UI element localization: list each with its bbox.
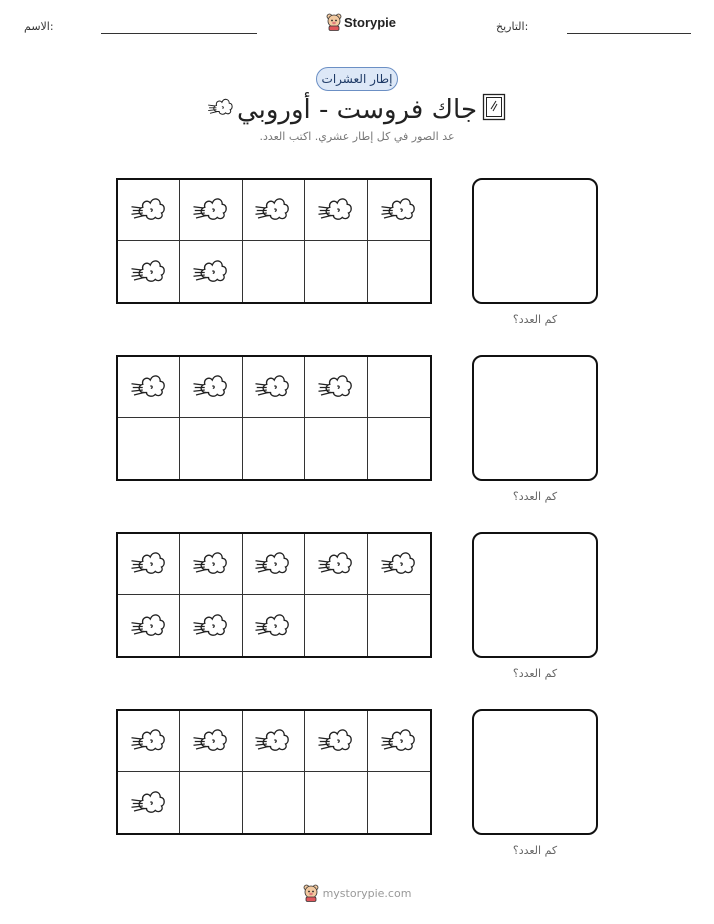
- wind-cloud-icon: [130, 370, 168, 404]
- wind-cloud-icon: [130, 609, 168, 643]
- ten-frame-cell: [243, 595, 305, 656]
- date-line[interactable]: [567, 33, 691, 34]
- ten-frame-cell: [243, 711, 305, 772]
- footer: [0, 884, 714, 902]
- ten-frame-cell: [118, 595, 180, 656]
- ten-frame-cell: [305, 534, 367, 595]
- answer-box-4[interactable]: [472, 709, 598, 835]
- wind-cloud-icon: [380, 724, 418, 758]
- wind-cloud-icon: [130, 255, 168, 289]
- wind-cloud-icon: [192, 370, 230, 404]
- mirror-icon: [482, 93, 506, 121]
- ten-frame-cell: [180, 595, 242, 656]
- wind-cloud-icon: [317, 724, 355, 758]
- ten-frame-cell: [243, 241, 305, 302]
- ten-frame-cell: [368, 534, 430, 595]
- question-label-4: كم العدد؟: [512, 844, 558, 857]
- ten-frame-cell: [118, 418, 180, 479]
- ten-frame-cell: [368, 418, 430, 479]
- ten-frame-cell: [118, 711, 180, 772]
- wind-cloud-icon: [192, 724, 230, 758]
- worksheet-title: جاك فروست - أوروبي: [236, 95, 478, 125]
- ten-frame-cell: [118, 357, 180, 418]
- ten-frame-cell: [305, 595, 367, 656]
- wind-cloud-icon: [130, 547, 168, 581]
- wind-cloud-icon: [254, 724, 292, 758]
- ten-frame-cell: [368, 772, 430, 833]
- wind-cloud-icon: [130, 724, 168, 758]
- ten-frame-cell: [180, 357, 242, 418]
- wind-cloud-icon: [317, 547, 355, 581]
- wind-cloud-icon: [130, 193, 168, 227]
- question-label-1: كم العدد؟: [512, 313, 558, 326]
- ten-frame-4: [116, 709, 432, 835]
- ten-frame-cell: [180, 711, 242, 772]
- ten-frame-cell: [180, 534, 242, 595]
- ten-frame-cell: [368, 711, 430, 772]
- wind-cloud-icon: [130, 786, 168, 820]
- ten-frame-cell: [243, 180, 305, 241]
- answer-box-1[interactable]: [472, 178, 598, 304]
- wind-cloud-icon: [254, 547, 292, 581]
- wind-cloud-icon: [192, 547, 230, 581]
- wind-cloud-icon: [254, 370, 292, 404]
- wind-cloud-icon: [254, 193, 292, 227]
- ten-frame-cell: [305, 711, 367, 772]
- ten-frame-cell: [180, 241, 242, 302]
- ten-frame-cell: [180, 772, 242, 833]
- date-label: التاريخ:: [496, 20, 529, 33]
- ten-frame-2: [116, 355, 432, 481]
- question-label-3: كم العدد؟: [512, 667, 558, 680]
- wind-cloud-icon: [317, 370, 355, 404]
- ten-frame-cell: [305, 241, 367, 302]
- ten-frame-cell: [368, 180, 430, 241]
- ten-frame-cell: [118, 534, 180, 595]
- ten-frame-cell: [305, 357, 367, 418]
- ten-frame-3: [116, 532, 432, 658]
- ten-frame-cell: [118, 772, 180, 833]
- ten-frame-cell: [368, 595, 430, 656]
- ten-frame-cell: [305, 418, 367, 479]
- answer-box-2[interactable]: [472, 355, 598, 481]
- ten-frame-cell: [368, 357, 430, 418]
- wind-cloud-icon: [192, 255, 230, 289]
- ten-frame-cell: [243, 772, 305, 833]
- question-label-2: كم العدد؟: [512, 490, 558, 503]
- wind-cloud-icon: [380, 193, 418, 227]
- answer-box-3[interactable]: [472, 532, 598, 658]
- ten-frame-cell: [180, 418, 242, 479]
- instructions: عد الصور في كل إطار عشري. اكتب العدد.: [259, 130, 455, 143]
- wind-cloud-icon: [380, 547, 418, 581]
- storypie-logo: [326, 13, 396, 31]
- ten-frame-1: [116, 178, 432, 304]
- wind-cloud-icon: [317, 193, 355, 227]
- brand-name: Storypie: [344, 14, 397, 30]
- bear-mascot-icon: [303, 884, 319, 902]
- wind-cloud-icon: [192, 193, 230, 227]
- footer-url: mystorypie.com: [322, 886, 412, 900]
- name-line[interactable]: [101, 33, 257, 34]
- ten-frame-cell: [243, 534, 305, 595]
- ten-frames-pill: إطار العشرات: [316, 67, 398, 91]
- ten-frame-cell: [243, 418, 305, 479]
- wind-cloud-icon: [254, 609, 292, 643]
- wind-cloud-icon: [192, 609, 230, 643]
- ten-frame-cell: [180, 180, 242, 241]
- ten-frame-cell: [305, 180, 367, 241]
- ten-frame-cell: [368, 241, 430, 302]
- ten-frame-cell: [118, 180, 180, 241]
- name-label: الاسم:: [24, 20, 54, 33]
- bear-mascot-icon: [326, 13, 342, 31]
- ten-frame-cell: [243, 357, 305, 418]
- ten-frame-cell: [118, 241, 180, 302]
- ten-frame-cell: [305, 772, 367, 833]
